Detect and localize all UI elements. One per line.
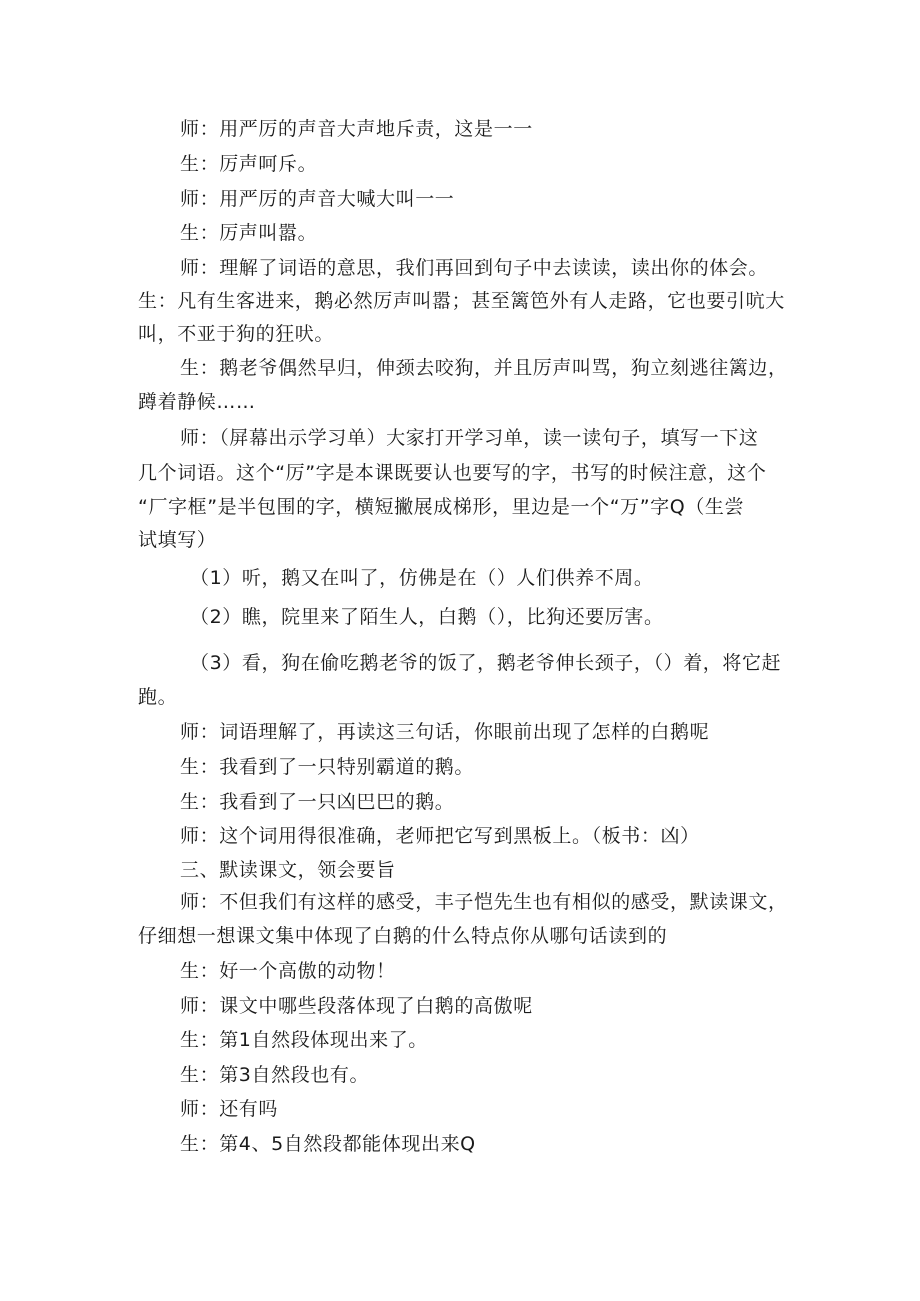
text-line: “厂字框”是半包围的字，横短撇展成梯形，里边是一个“万”字Q（生尝 [138, 496, 745, 518]
text-line: （1）听，鹅又在叫了，仿佛是在（）人们供养不周。 [190, 567, 654, 589]
text-line: 生：好一个高傲的动物！ [180, 960, 396, 982]
text-line: 生：厉声叫嚣。 [180, 222, 318, 244]
text-line: （3）看，狗在偷吃鹅老爷的饭了，鹅老爷伸长颈子，（）着，将它赶 [190, 652, 782, 674]
text-line: 生：厉声呵斥。 [180, 153, 318, 175]
text-line: 师：还有吗 [180, 1098, 279, 1120]
text-line: 试填写） [138, 529, 217, 551]
text-line: 生：第3自然段也有。 [180, 1064, 370, 1086]
text-line: 师：这个词用得很准确，老师把它写到黑板上。（板书：凶） [180, 825, 700, 847]
text-line: （2）瞧，院里来了陌生人，白鹅（），比狗还要厉害。 [190, 606, 664, 628]
text-line: 生：我看到了一只凶巴巴的鹅。 [180, 791, 455, 813]
text-line: 师：课文中哪些段落体现了白鹅的高傲呢 [180, 995, 533, 1017]
text-line: 师：词语理解了，再读这三句话，你眼前出现了怎样的白鹅呢 [180, 721, 710, 743]
text-line: 生：第4、5自然段都能体现出来Q [180, 1133, 476, 1155]
text-line: 几个词语。这个“厉”字是本课既要认也要写的字，书写的时候注意，这个 [138, 462, 767, 484]
section-heading: 三、默读课文，领会要旨 [180, 859, 396, 881]
text-line: 师：用严厉的声音大声地斥责，这是一一 [180, 118, 533, 140]
text-line: 生：我看到了一只特别霸道的鹅。 [180, 756, 475, 778]
text-line: 师：（屏幕出示学习单）大家打开学习单，读一读句子，填写一下这 [180, 427, 759, 449]
text-line: 生：第1自然段体现出来了。 [180, 1029, 428, 1051]
text-line: 师：理解了词语的意思，我们再回到句子中去读读，读出你的体会。 [180, 257, 769, 279]
text-line: 叫，不亚于狗的狂吠。 [138, 323, 335, 345]
text-line: 生：鹅老爷偶然早归，伸颈去咬狗，并且厉声叫骂，狗立刻逃往篱边， [180, 357, 788, 379]
text-line: 跑。 [138, 686, 178, 708]
text-line: 生：凡有生客进来，鹅必然厉声叫嚣；甚至篱笆外有人走路，它也要引吭大 [138, 290, 785, 312]
text-line: 师：用严厉的声音大喊大叫一一 [180, 188, 455, 210]
text-line: 师：不但我们有这样的感受，丰子恺先生也有相似的感受，默读课文， [180, 891, 788, 913]
text-line: 蹲着静候…… [138, 391, 256, 413]
text-line: 仔细想一想课文集中体现了白鹅的什么特点你从哪句话读到的 [138, 925, 668, 947]
